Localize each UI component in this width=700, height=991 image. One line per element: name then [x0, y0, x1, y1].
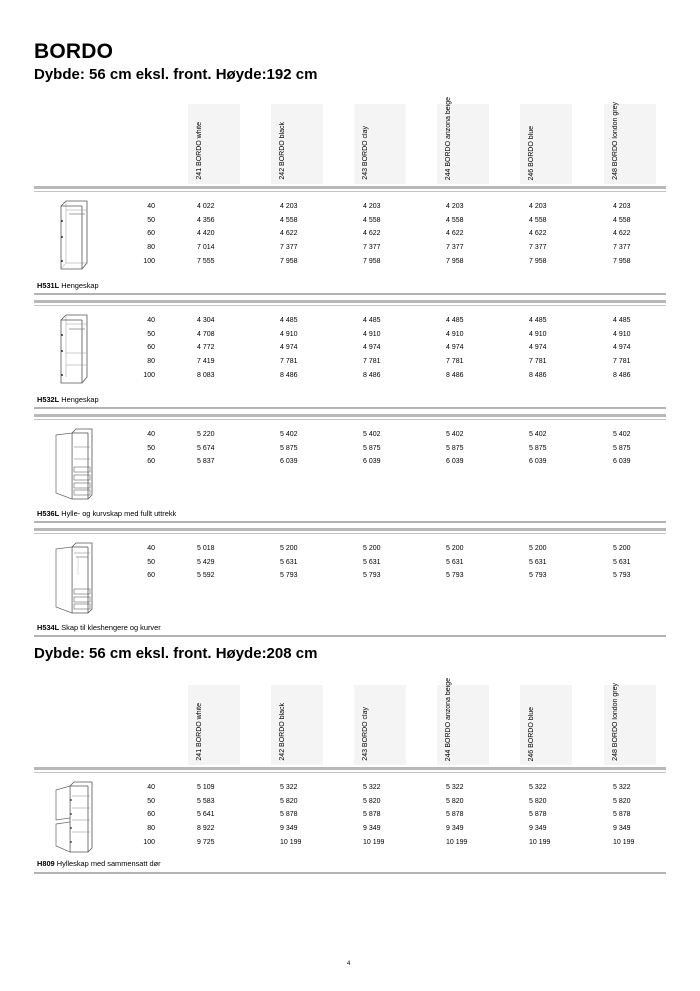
price-cell: 4 772: [197, 344, 215, 351]
price-cell: 6 039: [280, 458, 298, 465]
price-cell: 10 199: [529, 839, 551, 846]
price-cell: 4 022: [197, 203, 215, 210]
product-name: H809 Hylleskap med sammensatt dør: [37, 859, 161, 868]
width-label: 100: [143, 839, 155, 846]
price-cell: 5 878: [529, 811, 547, 818]
price-cell: 4 203: [363, 203, 381, 210]
column-header-row: [34, 677, 666, 765]
divider: [34, 635, 666, 637]
price-cell: 4 910: [613, 331, 631, 338]
column-header-row: [34, 96, 666, 184]
width-label: 80: [147, 244, 155, 251]
divider: [34, 186, 666, 189]
product-name: H531L Hengeskap: [37, 281, 99, 290]
page-number: 4: [347, 961, 351, 967]
price-cell: 5 322: [280, 784, 298, 791]
price-cell: 6 039: [363, 458, 381, 465]
price-cell: 4 910: [529, 331, 547, 338]
price-cell: 9 725: [197, 839, 215, 846]
price-cell: 4 485: [363, 317, 381, 324]
price-cell: 5 641: [197, 811, 215, 818]
product-block: [34, 767, 666, 877]
product-block: [34, 414, 666, 524]
split-door-shelf-cabinet-icon: [52, 780, 98, 856]
width-label: 80: [147, 825, 155, 832]
price-cell: 5 200: [613, 545, 631, 552]
product-block: [34, 300, 666, 410]
divider: [34, 419, 666, 420]
price-cell: 4 708: [197, 331, 215, 338]
width-label: 40: [147, 203, 155, 210]
width-label: 50: [147, 445, 155, 452]
width-label: 50: [147, 331, 155, 338]
price-cell: 5 220: [197, 431, 215, 438]
price-cell: 4 974: [363, 344, 381, 351]
product-name: H536L Hylle- og kurvskap med fullt uttrekk: [37, 509, 177, 518]
price-cell: 5 402: [363, 431, 381, 438]
column-header: 244 BORDO arizona beige: [437, 685, 489, 765]
wardrobe-shelves-icon: [52, 313, 92, 389]
width-label: 100: [143, 258, 155, 265]
section-heading-192: Dybde: 56 cm eksl. front. Høyde:192 cm: [34, 66, 318, 83]
price-cell: 4 558: [280, 217, 298, 224]
price-cell: 8 486: [363, 372, 381, 379]
divider: [34, 414, 666, 417]
price-cell: 5 820: [280, 798, 298, 805]
divider: [34, 407, 666, 409]
column-header: 242 BORDO black: [271, 685, 323, 765]
column-header: 241 BORDO white: [188, 104, 240, 184]
column-header: 246 BORDO blue: [520, 104, 572, 184]
price-cell: 4 558: [363, 217, 381, 224]
price-cell: 9 349: [363, 825, 381, 832]
price-cell: 4 203: [280, 203, 298, 210]
price-cell: 7 377: [613, 244, 631, 251]
price-cell: 7 958: [363, 258, 381, 265]
price-cell: 4 622: [529, 230, 547, 237]
price-cell: 5 820: [613, 798, 631, 805]
column-header: 241 BORDO white: [188, 685, 240, 765]
price-cell: 5 875: [363, 445, 381, 452]
price-cell: 5 200: [446, 545, 464, 552]
price-cell: 5 631: [363, 559, 381, 566]
price-cell: 5 875: [280, 445, 298, 452]
price-cell: 7 377: [446, 244, 464, 251]
divider: [34, 772, 666, 773]
price-cell: 5 793: [446, 572, 464, 579]
price-cell: 5 820: [363, 798, 381, 805]
width-label: 60: [147, 458, 155, 465]
width-label: 60: [147, 572, 155, 579]
price-cell: 5 429: [197, 559, 215, 566]
divider: [34, 872, 666, 874]
divider: [34, 305, 666, 306]
price-cell: 5 322: [446, 784, 464, 791]
price-cell: 4 974: [446, 344, 464, 351]
price-cell: 8 486: [529, 372, 547, 379]
price-cell: 5 631: [280, 559, 298, 566]
price-cell: 5 109: [197, 784, 215, 791]
width-label: 40: [147, 784, 155, 791]
wardrobe-hanging-icon: [52, 199, 92, 275]
width-label: 100: [143, 372, 155, 379]
price-cell: 4 420: [197, 230, 215, 237]
price-cell: 7 781: [529, 358, 547, 365]
price-cell: 4 485: [280, 317, 298, 324]
price-cell: 5 878: [446, 811, 464, 818]
price-cell: 10 199: [613, 839, 635, 846]
price-cell: 5 793: [280, 572, 298, 579]
price-cell: 4 910: [280, 331, 298, 338]
price-cell: 8 486: [280, 372, 298, 379]
column-header: 248 BORDO london grey: [604, 685, 656, 765]
product-name: H532L Hengeskap: [37, 395, 99, 404]
price-cell: 8 486: [613, 372, 631, 379]
price-cell: 4 304: [197, 317, 215, 324]
price-cell: 5 583: [197, 798, 215, 805]
price-cell: 4 974: [280, 344, 298, 351]
price-cell: 4 622: [280, 230, 298, 237]
price-cell: 5 631: [446, 559, 464, 566]
price-cell: 5 878: [613, 811, 631, 818]
price-cell: 4 485: [613, 317, 631, 324]
price-cell: 7 377: [529, 244, 547, 251]
price-cell: 7 377: [363, 244, 381, 251]
price-cell: 4 203: [446, 203, 464, 210]
width-label: 60: [147, 811, 155, 818]
price-cell: 4 622: [613, 230, 631, 237]
price-cell: 4 203: [613, 203, 631, 210]
width-label: 50: [147, 217, 155, 224]
price-cell: 7 781: [363, 358, 381, 365]
width-label: 50: [147, 798, 155, 805]
price-cell: 7 377: [280, 244, 298, 251]
price-cell: 5 875: [446, 445, 464, 452]
price-cell: 5 631: [529, 559, 547, 566]
price-cell: 4 910: [363, 331, 381, 338]
price-cell: 5 793: [363, 572, 381, 579]
price-cell: 7 958: [280, 258, 298, 265]
price-cell: 5 631: [613, 559, 631, 566]
price-cell: 9 349: [446, 825, 464, 832]
column-header: 244 BORDO arizona beige: [437, 104, 489, 184]
divider: [34, 293, 666, 295]
price-cell: 7 781: [280, 358, 298, 365]
width-label: 40: [147, 545, 155, 552]
price-cell: 5 837: [197, 458, 215, 465]
price-cell: 4 558: [613, 217, 631, 224]
column-header: 243 BORDO clay: [354, 104, 406, 184]
divider: [34, 767, 666, 770]
price-cell: 4 558: [446, 217, 464, 224]
price-cell: 10 199: [280, 839, 302, 846]
divider: [34, 521, 666, 523]
product-block: [34, 186, 666, 296]
price-cell: 5 402: [613, 431, 631, 438]
price-cell: 7 555: [197, 258, 215, 265]
price-cell: 5 322: [363, 784, 381, 791]
price-cell: 5 200: [280, 545, 298, 552]
width-label: 50: [147, 559, 155, 566]
divider: [34, 533, 666, 534]
price-cell: 9 349: [280, 825, 298, 832]
column-header: 243 BORDO clay: [354, 685, 406, 765]
column-header: 242 BORDO black: [271, 104, 323, 184]
price-cell: 5 402: [446, 431, 464, 438]
price-cell: 5 875: [613, 445, 631, 452]
price-cell: 5 878: [280, 811, 298, 818]
price-cell: 7 781: [446, 358, 464, 365]
price-cell: 4 622: [363, 230, 381, 237]
product-name: H534L Skap til kleshengere og kurver: [37, 623, 161, 632]
price-cell: 5 820: [529, 798, 547, 805]
price-cell: 5 200: [363, 545, 381, 552]
price-cell: 10 199: [446, 839, 468, 846]
price-cell: 5 592: [197, 572, 215, 579]
price-cell: 5 793: [529, 572, 547, 579]
column-header: 248 BORDO london grey: [604, 104, 656, 184]
price-cell: 5 322: [529, 784, 547, 791]
divider: [34, 528, 666, 531]
price-cell: 4 485: [446, 317, 464, 324]
price-cell: 7 781: [613, 358, 631, 365]
brand-title: BORDO: [34, 40, 114, 63]
price-cell: 6 039: [529, 458, 547, 465]
price-cell: 5 018: [197, 545, 215, 552]
price-cell: 7 958: [446, 258, 464, 265]
divider: [34, 300, 666, 303]
price-cell: 4 910: [446, 331, 464, 338]
price-cell: 5 674: [197, 445, 215, 452]
price-cell: 4 485: [529, 317, 547, 324]
price-cell: 5 793: [613, 572, 631, 579]
price-cell: 4 203: [529, 203, 547, 210]
price-cell: 5 875: [529, 445, 547, 452]
width-label: 60: [147, 230, 155, 237]
price-cell: 5 322: [613, 784, 631, 791]
price-cell: 5 820: [446, 798, 464, 805]
width-label: 40: [147, 431, 155, 438]
price-cell: 8 922: [197, 825, 215, 832]
width-label: 80: [147, 358, 155, 365]
price-cell: 5 402: [280, 431, 298, 438]
width-label: 60: [147, 344, 155, 351]
price-cell: 5 878: [363, 811, 381, 818]
price-cell: 4 622: [446, 230, 464, 237]
width-label: 40: [147, 317, 155, 324]
price-cell: 4 356: [197, 217, 215, 224]
price-cell: 8 083: [197, 372, 215, 379]
price-cell: 4 974: [529, 344, 547, 351]
hanger-basket-cabinet-icon: [52, 541, 98, 617]
divider: [34, 191, 666, 192]
price-cell: 9 349: [529, 825, 547, 832]
price-cell: 4 974: [613, 344, 631, 351]
price-cell: 5 200: [529, 545, 547, 552]
price-cell: 5 402: [529, 431, 547, 438]
price-cell: 6 039: [613, 458, 631, 465]
price-cell: 7 958: [613, 258, 631, 265]
price-cell: 10 199: [363, 839, 385, 846]
column-header: 246 BORDO blue: [520, 685, 572, 765]
section-heading-208: Dybde: 56 cm eksl. front. Høyde:208 cm: [34, 645, 318, 662]
product-block: [34, 528, 666, 638]
price-cell: 9 349: [613, 825, 631, 832]
price-cell: 8 486: [446, 372, 464, 379]
price-cell: 4 558: [529, 217, 547, 224]
price-cell: 6 039: [446, 458, 464, 465]
price-cell: 7 419: [197, 358, 215, 365]
shelf-basket-cabinet-icon: [52, 427, 98, 503]
price-cell: 7 014: [197, 244, 215, 251]
price-cell: 7 958: [529, 258, 547, 265]
